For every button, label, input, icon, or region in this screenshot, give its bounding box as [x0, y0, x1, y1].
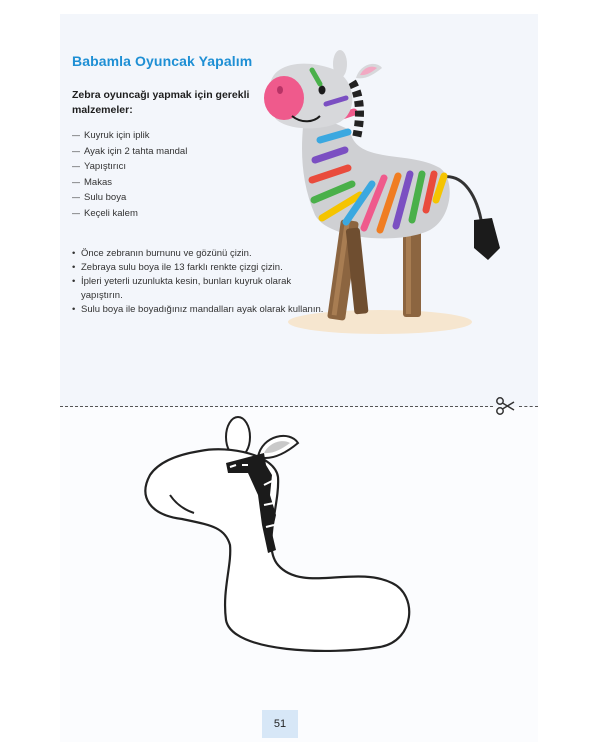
- material-item: — Sulu boya: [72, 190, 187, 206]
- material-item: — Ayak için 2 tahta mandal: [72, 144, 187, 160]
- material-item: — Yapıştırıcı: [72, 159, 187, 175]
- scissors-icon: [494, 394, 518, 418]
- zebra-outline-template: [130, 415, 430, 665]
- page-title: Babamla Oyuncak Yapalım: [72, 53, 253, 69]
- step-item: • Sulu boya ile boyadığınız mandalları ayak olarak kullanın.: [72, 303, 330, 317]
- cut-line-end: [519, 406, 538, 407]
- materials-list: [72, 128, 187, 221]
- material-item: — Keçeli kalem: [72, 206, 187, 222]
- step-item: • İpleri yeterli uzunlukta kesin, bunları kuyruk olarak yapıştırın.: [72, 275, 330, 303]
- material-item: — Kuyruk için iplik: [72, 128, 187, 144]
- page-number: 51: [262, 710, 298, 738]
- step-item: • Zebraya sulu boya ile 13 farklı renkte çizgi çizin.: [72, 261, 330, 275]
- zebra-toy-illustration: [260, 50, 510, 340]
- step-item: • Önce zebranın burnunu ve gözünü çizin.: [72, 247, 330, 261]
- materials-heading: Zebra oyuncağı yapmak için gerekli malzemeler:: [72, 89, 250, 116]
- cut-line: [60, 406, 493, 407]
- material-item: — Makas: [72, 175, 187, 191]
